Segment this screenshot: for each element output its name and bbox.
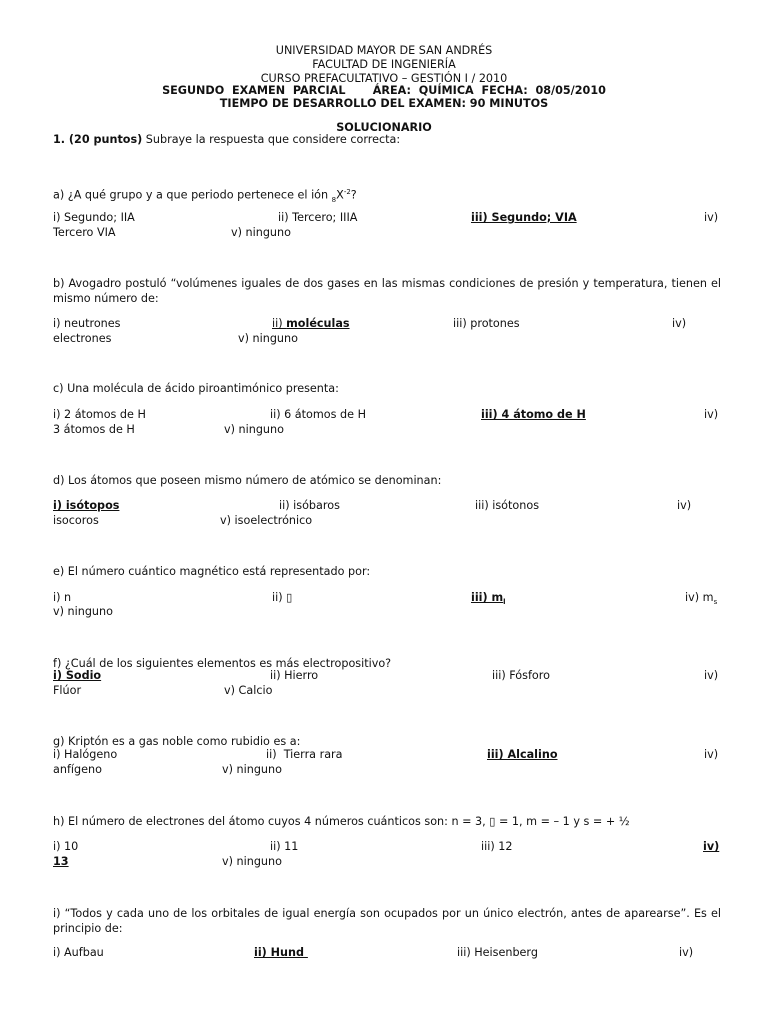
option-a-v: v) ninguno [231, 226, 291, 239]
option-g-iii-answer: iii) Alcalino [487, 748, 558, 761]
option-e-v: v) ninguno [53, 605, 113, 618]
option-i-iv: iv) [679, 946, 694, 959]
option-g-iv: iv) [704, 748, 719, 761]
option-a-iv: iv) [704, 211, 719, 224]
option-b-v: v) ninguno [238, 332, 298, 345]
course-line: CURSO PREFACULTATIVO – GESTIÓN I / 2010 [260, 72, 508, 85]
option-i-ii-answer: ii) Hund [254, 946, 308, 959]
question-b-prompt: b) Avogadro postuló “volúmenes iguales de dos gases en las mismas condiciones de presión y temperatura, tienen el mismo número de: [53, 277, 721, 305]
question-h-prompt: h) El número de electrones del átomo cuyos 4 números cuánticos son: n = 3, ▯ = 1, m = – 1 y s = + ½ [53, 815, 630, 828]
option-d-ii: ii) isóbaros [279, 499, 340, 512]
option-g-ii: ii) Tierra rara [266, 748, 343, 761]
option-g-v: v) ninguno [222, 763, 282, 776]
solucionario-title: SOLUCIONARIO [336, 121, 432, 134]
university-name: UNIVERSIDAD MAYOR DE SAN ANDRÉS [275, 44, 493, 57]
option-f-v: v) Calcio [224, 684, 273, 697]
option-d-v: v) isoelectrónico [220, 514, 313, 527]
option-f-iii: iii) Fósforo [492, 669, 550, 682]
time-line: TIEMPO DE DESARROLLO DEL EXAMEN: 90 MINUTOS [219, 97, 549, 110]
question-i-prompt: i) “Todos y cada uno de los orbitales de igual energía son ocupados por un único electrón, antes de aparearse”. Es el principio de: [53, 907, 721, 935]
option-h-iv-answer: iv) [703, 840, 720, 853]
option-g-iv-cont: anfígeno [53, 763, 102, 776]
option-c-i: i) 2 átomos de H [53, 408, 146, 421]
option-b-ii-text: moléculas [286, 317, 350, 330]
option-e-iv [685, 591, 717, 609]
intro-line [53, 133, 400, 147]
option-d-iv-cont: isocoros [53, 514, 99, 527]
option-b-ii-answer [272, 317, 350, 331]
option-b-i: i) neutrones [53, 317, 121, 330]
option-h-iv-answer-cont: 13 [53, 855, 69, 868]
option-b-iv: iv) [672, 317, 687, 330]
question-g-prompt: g) Kriptón es a gas noble como rubidio es a: [53, 735, 301, 748]
option-c-ii: ii) 6 átomos de H [270, 408, 366, 421]
question-a-prompt [53, 185, 357, 207]
option-b-iv-cont: electrones [53, 332, 112, 345]
question-e-prompt: e) El número cuántico magnético está representado por: [53, 565, 371, 578]
option-e-i: i) n [53, 591, 72, 604]
option-h-v: v) ninguno [222, 855, 282, 868]
question-a-subscript: 8 [331, 195, 337, 204]
question-a-end: ? [350, 188, 357, 202]
option-a-iii-answer: iii) Segundo; VIA [471, 211, 577, 224]
option-c-iv-cont: 3 átomos de H [53, 423, 135, 436]
question-a-symbol: X [336, 188, 344, 202]
option-h-iii: iii) 12 [481, 840, 513, 853]
option-e-iv-sub: s [713, 598, 718, 607]
option-f-iv-cont: Flúor [53, 684, 82, 697]
option-f-iv: iv) [704, 669, 719, 682]
option-b-ii-num: ii) [272, 317, 287, 330]
option-e-iii-sub: l [503, 598, 506, 607]
option-a-ii: ii) Tercero; IIIA [278, 211, 358, 224]
question-c-prompt: c) Una molécula de ácido piroantimónico presenta: [53, 382, 339, 395]
question-a-superscript: -2 [343, 188, 351, 196]
question-d-prompt: d) Los átomos que poseen mismo número de atómico se denominan: [53, 474, 442, 487]
option-f-i-answer: i) Sodio [53, 669, 102, 682]
option-i-i: i) Aufbau [53, 946, 104, 959]
intro-instruction: Subraye la respuesta que considere correcta: [142, 133, 401, 146]
option-d-iv: iv) [677, 499, 692, 512]
option-c-iii-answer: iii) 4 átomo de H [481, 408, 586, 421]
faculty-name: FACULTAD DE INGENIERÍA [312, 58, 456, 71]
option-e-ii: ii) ▯ [272, 591, 293, 604]
option-d-i-answer: i) isótopos [53, 499, 120, 512]
option-h-ii: ii) 11 [270, 840, 299, 853]
question-a-text: a) ¿A qué grupo y a que periodo pertenece el ión [53, 188, 332, 202]
option-c-iv: iv) [704, 408, 719, 421]
exam-line: SEGUNDO EXAMEN PARCIAL ÁREA: QUÍMICA FECHA: 08/05/2010 [162, 84, 606, 97]
option-f-ii: ii) Hierro [270, 669, 319, 682]
intro-points: 1. (20 puntos) [53, 133, 143, 146]
option-a-i: i) Segundo; IIA [53, 211, 135, 224]
option-b-iii: iii) protones [453, 317, 520, 330]
question-f-prompt: f) ¿Cuál de los siguientes elementos es más electropositivo? [53, 657, 392, 670]
option-g-i: i) Halógeno [53, 748, 118, 761]
option-h-i: i) 10 [53, 840, 79, 853]
option-i-iii: iii) Heisenberg [457, 946, 538, 959]
option-e-iv-text: iv) m [685, 591, 714, 604]
option-e-iii-answer [471, 591, 506, 609]
option-e-iii-text: iii) m [471, 591, 504, 604]
option-c-v: v) ninguno [224, 423, 284, 436]
option-a-iv-cont: Tercero VIA [53, 226, 116, 239]
option-d-iii: iii) isótonos [475, 499, 540, 512]
